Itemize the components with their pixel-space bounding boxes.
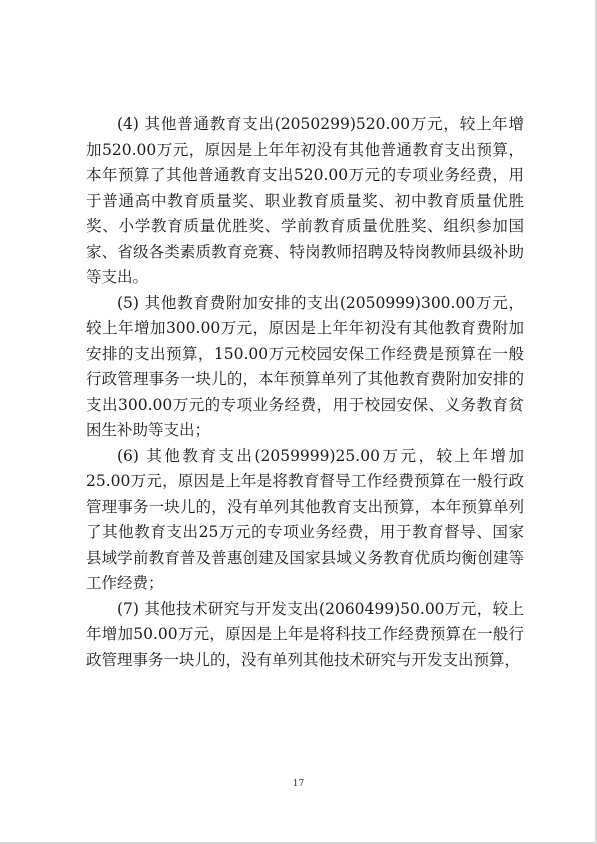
page-number: 17 — [292, 779, 305, 789]
document-body — [86, 112, 524, 673]
paragraph-5: (5) 其他教育费附加安排的支出(2050999)300.00万元，较上年增加300.00万元，原因是上年年初没有其他教育费附加安排的支出预算，150.00万元校园安保工作经费是预算在一般行政管理事务一块儿的，本年预算单列了其他教育费附加安排的支出300.00万元的专项业务经费，用于校园安保、义务教育贫困生补助等支出； — [86, 293, 524, 439]
paragraph-6: (6) 其他教育支出(2059999)25.00万元，较上年增加25.00万元，原因是上年是将教育督导工作经费预算在一般行政管理事务一块儿的，没有单列其他教育支出预算，本年预算单列了其他教育支出25万元的专项业务经费，用于教育督导、国家县域学前教育普及普惠创建及国家县域义务教育优质均衡创建等工作经费； — [86, 446, 524, 592]
paragraph-4: (4) 其他普通教育支出(2050299)520.00万元，较上年增加520.00万元，原因是上年年初没有其他普通教育支出预算，本年预算了其他普通教育支出520.00万元的专项业务经费，用于普通高中教育质量奖、职业教育质量奖、初中教育质量优胜奖、小学教育质量优胜奖、学前教育质量优胜奖、组织参加国家、省级各类素质教育竞赛、特岗教师招聘及特岗教师县级补助等支出。 — [86, 115, 524, 286]
paragraph-7: (7) 其他技术研究与开发支出(2060499)50.00万元，较上年增加50.00万元，原因是上年是将科技工作经费预算在一般行政管理事务一块儿的，没有单列其他技术研究与开发支出预算， — [86, 599, 524, 669]
